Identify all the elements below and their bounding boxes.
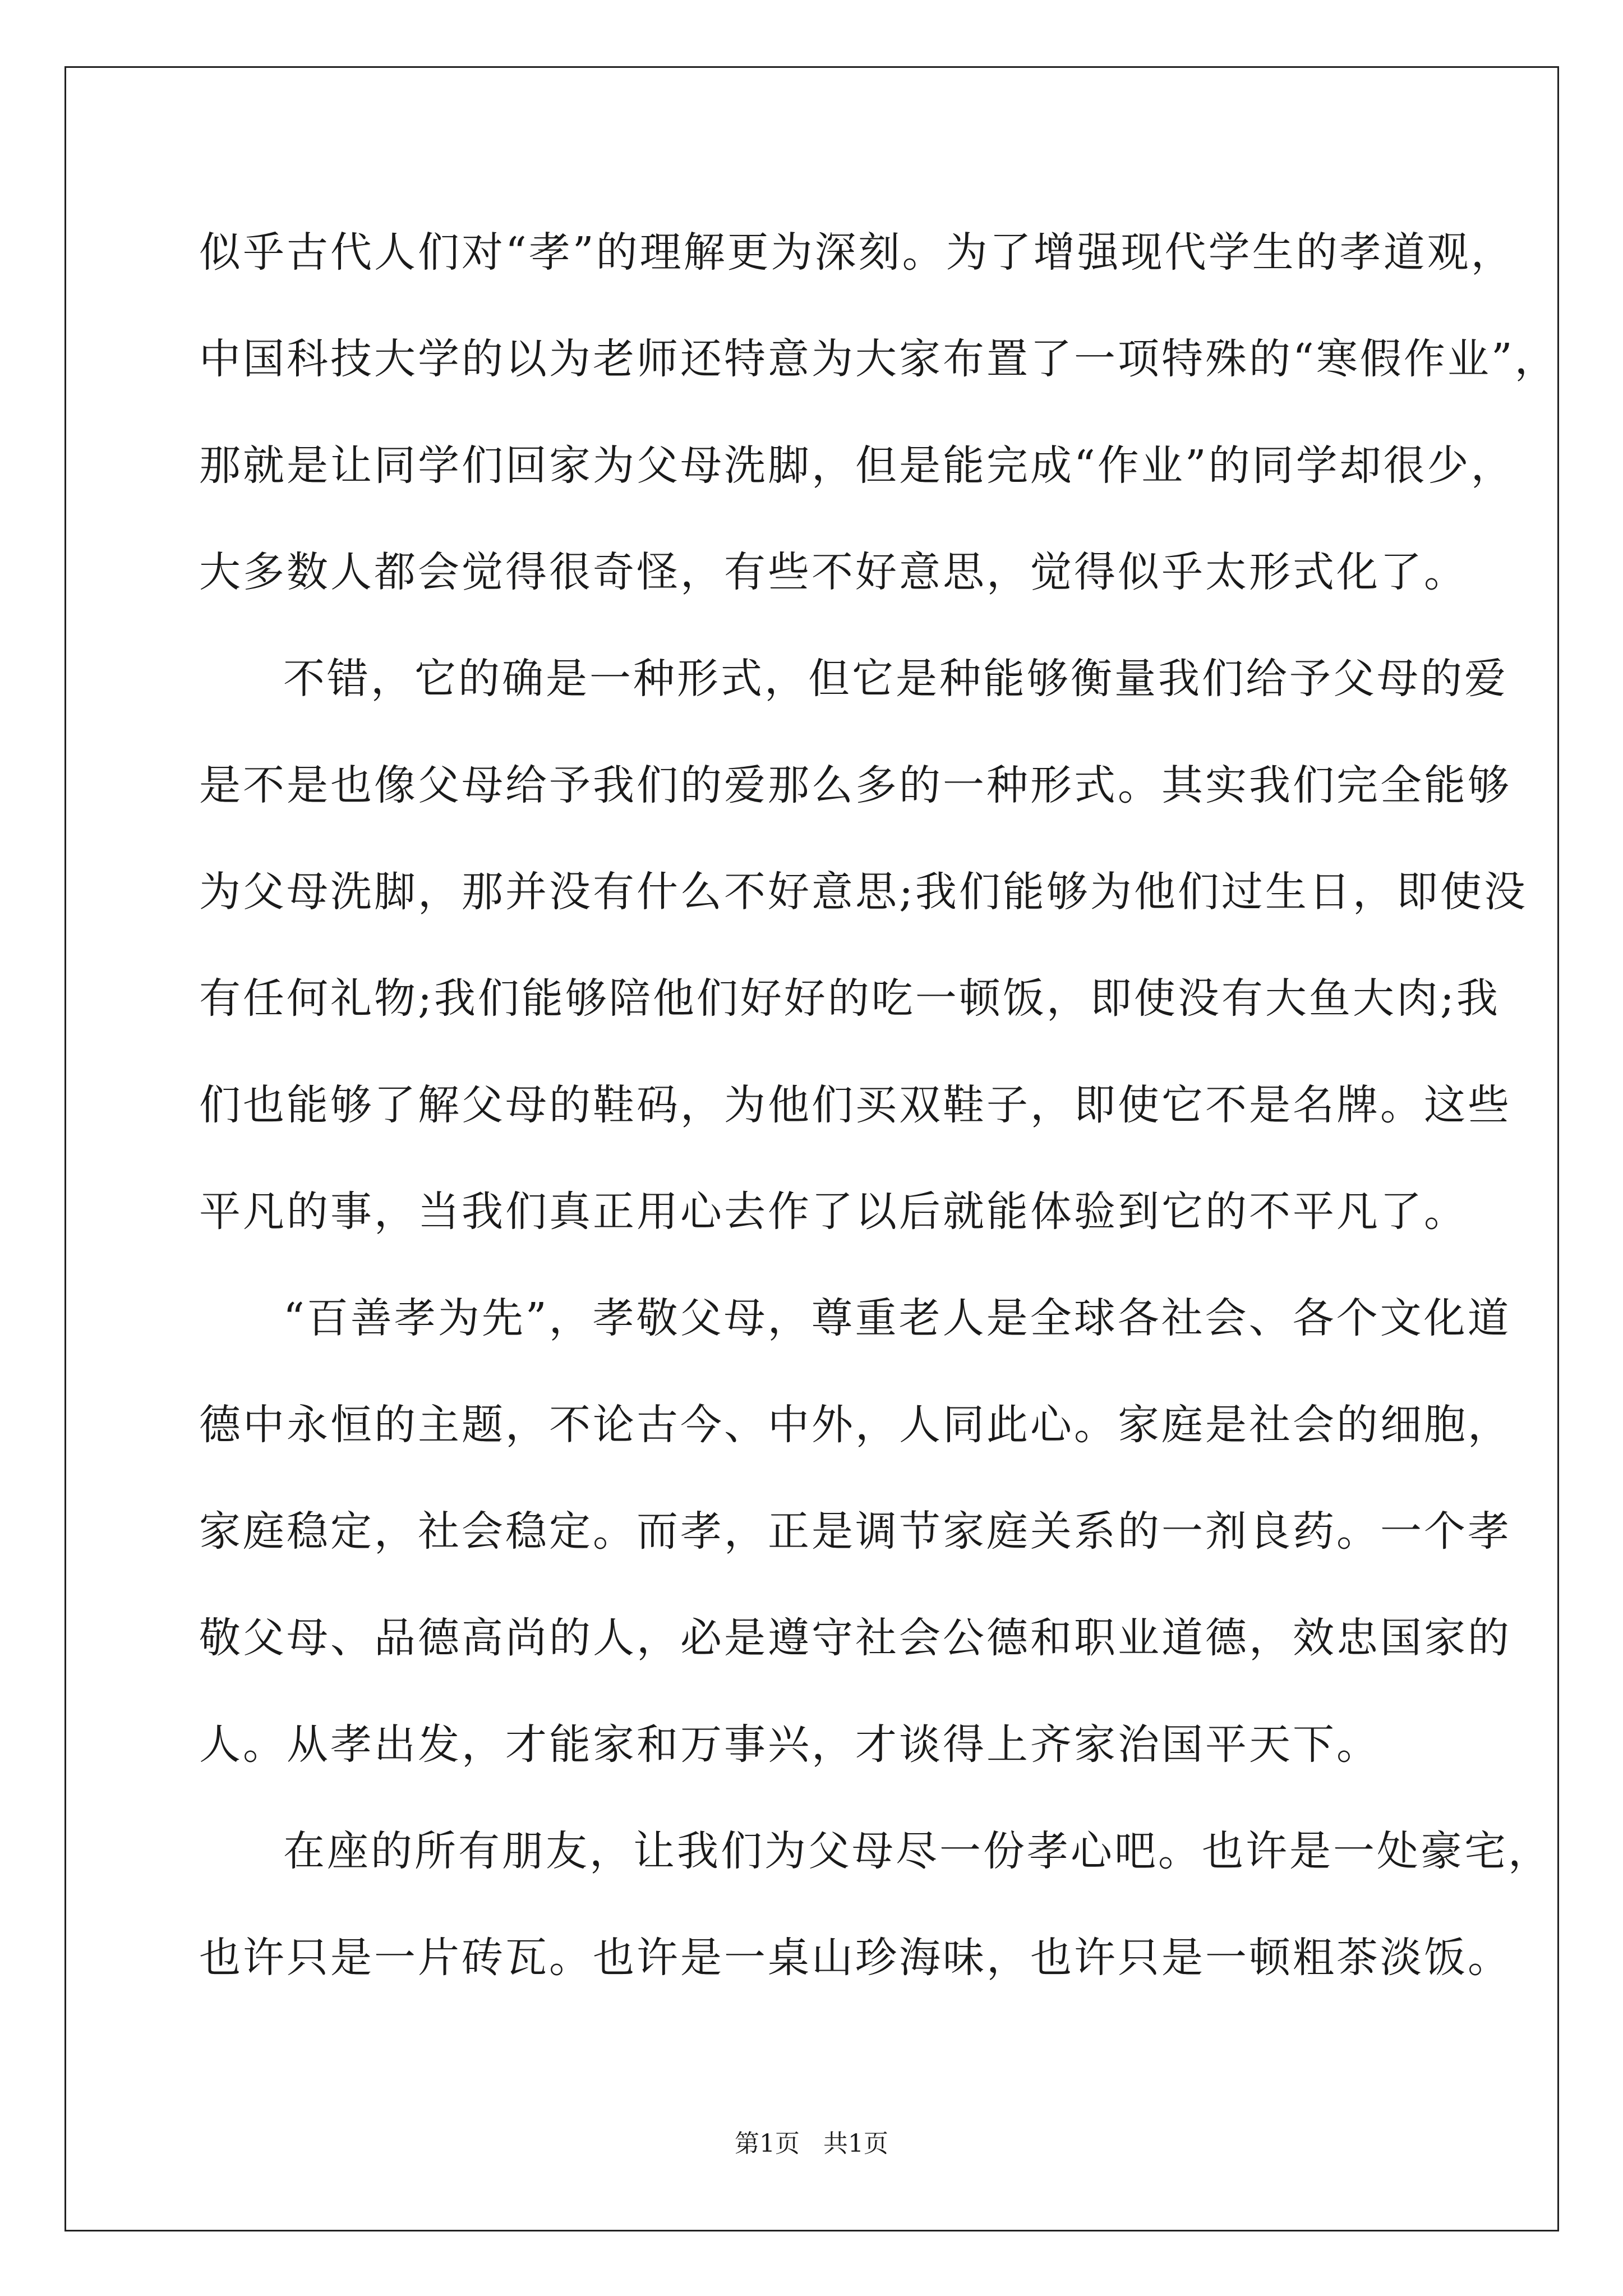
text-line: 敬父母、品德高尚的人，必是遵守社会公德和职业道德，效忠国家的 bbox=[199, 1614, 1511, 1662]
text-line: 中国科技大学的以为老师还特意为大家布置了一项特殊的“寒假作业”， bbox=[199, 335, 1559, 383]
text-line: 平凡的事，当我们真正用心去作了以后就能体验到它的不平凡了。 bbox=[199, 1188, 1468, 1236]
text-line: 也许只是一片砖瓦。也许是一桌山珍海味，也许只是一顿粗茶淡饭。 bbox=[199, 1934, 1511, 1982]
text-line: 德中永恒的主题，不论古今、中外，人同此心。家庭是社会的细胞， bbox=[199, 1401, 1511, 1449]
text-line: 是不是也像父母给予我们的爱那么多的一种形式。其实我们完全能够 bbox=[199, 761, 1511, 809]
text-line: 为父母洗脚，那并没有什么不好意思;我们能够为他们过生日，即使没 bbox=[199, 868, 1528, 916]
text-line: 大多数人都会觉得很奇怪，有些不好意思，觉得似乎太形式化了。 bbox=[199, 548, 1468, 596]
text-line: 不错，它的确是一种形式，但它是种能够衡量我们给予父母的爱 bbox=[283, 655, 1508, 703]
text-line: 在座的所有朋友，让我们为父母尽一份孝心吧。也许是一处豪宅， bbox=[283, 1827, 1552, 1875]
text-line: 那就是让同学们回家为父母洗脚，但是能完成“作业”的同学却很少， bbox=[199, 441, 1515, 490]
page-footer: 第1页 共1页 bbox=[735, 2129, 888, 2158]
text-line: 家庭稳定，社会稳定。而孝，正是调节家庭关系的一剂良药。一个孝 bbox=[199, 1507, 1511, 1556]
text-line: 们也能够了解父母的鞋码，为他们买双鞋子，即使它不是名牌。这些 bbox=[199, 1081, 1511, 1129]
text-line: “百善孝为先”，孝敬父母，尊重老人是全球各社会、各个文化道 bbox=[283, 1294, 1511, 1342]
text-line: 似乎古代人们对“孝”的理解更为深刻。为了增强现代学生的孝道观， bbox=[199, 228, 1515, 277]
text-line: 有任何礼物;我们能够陪他们好好的吃一顿饭，即使没有大鱼大肉;我 bbox=[199, 974, 1500, 1023]
document-body bbox=[199, 199, 1559, 2011]
text-line: 人。从孝出发，才能家和万事兴，才谈得上齐家治国平天下。 bbox=[199, 1720, 1380, 1769]
